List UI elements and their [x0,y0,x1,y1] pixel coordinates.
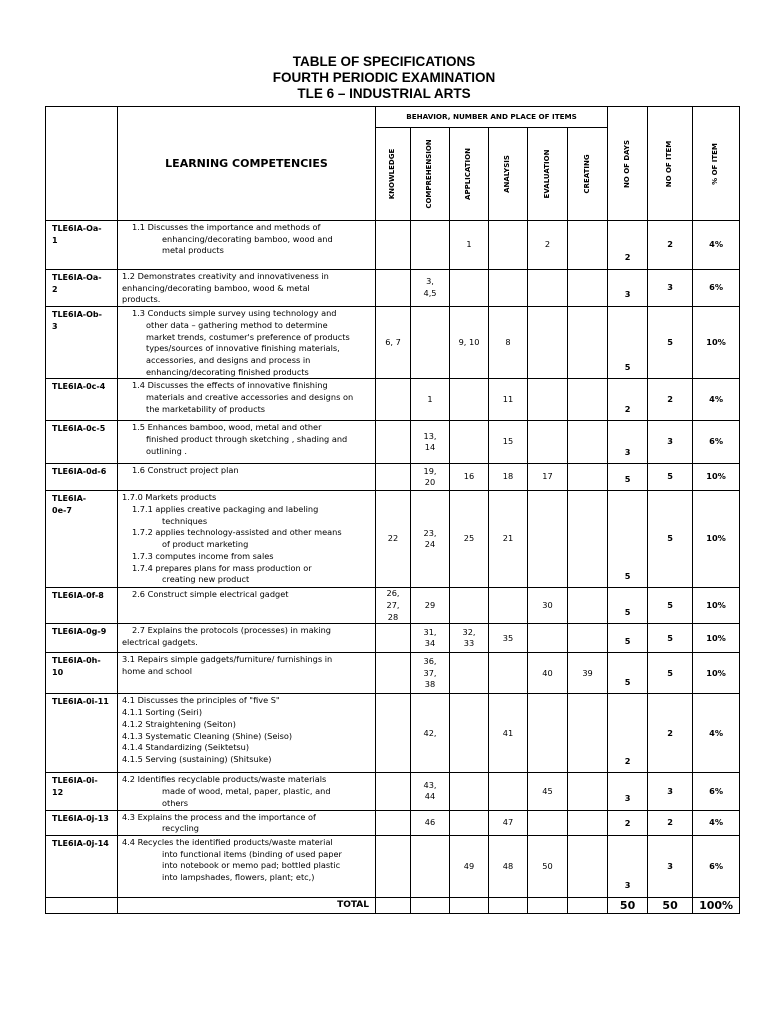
knowledge-items [376,464,411,491]
comprehension-items: 43, 44 [411,773,450,810]
competency-code-line: TLE6IA-Oa- [52,224,102,233]
competency-line: 4.1.2 Straightening (Seiton) [122,718,236,729]
competency-code [46,773,118,810]
application-items: 32, 33 [450,624,489,653]
competency-line: others [162,797,189,808]
competency-line: 1.4 Discusses the effects of innovative finishing [132,380,328,391]
knowledge-items [376,221,411,270]
competency-code-line: TLE6IA-Ob- [52,310,102,320]
competency-code-line: TLE6IA-Oa- [52,273,102,282]
table-row [46,491,740,588]
competency-line: 3.1 Repairs simple gadgets/furniture/ furnishings in [122,654,333,665]
percent-value: 6% [693,835,740,897]
competency-code-line: 0e-7 [52,506,72,516]
total-empty [528,897,568,913]
total-empty [568,897,608,913]
competency-line: 4.3 Explains the process and the importance of [122,811,316,822]
competency-line: 1.1 Discusses the importance and methods of [132,222,321,232]
creating-items [568,270,608,307]
header-knowledge: KNOWLEDGE [376,128,411,221]
knowledge-items [376,624,411,653]
table-body [46,221,740,898]
competency-code [46,270,118,307]
application-items: 16 [450,464,489,491]
creating-items [568,694,608,773]
knowledge-items [376,270,411,307]
competency-code [46,810,118,835]
competency-code-line: TLE6IA-0g-9 [52,627,107,637]
competency-code [46,379,118,421]
evaluation-items: 45 [528,773,568,810]
days-value: 5 [608,588,648,624]
creating-items [568,491,608,588]
competency-code-line: 12 [52,788,64,798]
total-days: 50 [608,897,648,913]
application-items: 9, 10 [450,307,489,379]
table-row [46,307,740,379]
competency-line: accessories, and designs and process in [146,354,311,365]
knowledge-items [376,810,411,835]
creating-items: 39 [568,653,608,694]
percent-value: 6% [693,270,740,307]
percent-value: 10% [693,491,740,588]
days-value: 2 [608,221,648,270]
items-value: 5 [648,588,693,624]
creating-items [568,588,608,624]
competency-code [46,307,118,379]
total-empty [489,897,528,913]
days-value: 5 [608,464,648,491]
table-row [46,270,740,307]
header-comprehension: COMPREHENSION [411,128,450,221]
competency-line: outlining . [146,445,188,456]
competency-line: of product marketing [162,539,249,550]
percent-value: 10% [693,653,740,694]
table-row [46,588,740,624]
percent-value: 4% [693,694,740,773]
analysis-items [489,588,528,624]
competency-code [46,624,118,653]
competency-line: the marketability of products [146,403,266,414]
competency-line: enhancing/decorating bamboo, wood and [162,233,333,244]
percent-value: 10% [693,464,740,491]
competency-line: 4.1 Discusses the principles of "five S" [122,695,280,706]
competency-line: 1.7.0 Markets products [122,492,217,503]
table-row [46,379,740,421]
competency-description [118,835,376,897]
application-items: 49 [450,835,489,897]
percent-value: 4% [693,810,740,835]
header-evaluation: EVALUATION [528,128,568,221]
competency-line: 1.3 Conducts simple survey using technology and [132,308,337,319]
competency-description [118,773,376,810]
header-percent: % OF ITEM [693,107,740,221]
competency-line: 4.4 Recycles the identified products/waste material [122,836,333,847]
items-value: 2 [648,221,693,270]
comprehension-items: 19, 20 [411,464,450,491]
items-value: 5 [648,653,693,694]
comprehension-items: 1 [411,379,450,421]
competency-line: other data – gathering method to determine [146,319,328,330]
days-value: 3 [608,270,648,307]
items-value: 2 [648,810,693,835]
creating-items [568,810,608,835]
competency-line: 1.6 Construct project plan [132,465,239,476]
application-items [450,270,489,307]
competency-line: electrical gadgets. [122,637,198,648]
competency-line: 4.1.4 Standardizing (Seiktetsu) [122,742,250,753]
comprehension-items: 3, 4,5 [411,270,450,307]
analysis-items: 21 [489,491,528,588]
analysis-items: 35 [489,624,528,653]
evaluation-items [528,421,568,464]
percent-value: 4% [693,379,740,421]
evaluation-items: 50 [528,835,568,897]
table-row [46,624,740,653]
competency-description [118,810,376,835]
days-value: 5 [608,653,648,694]
header-days: NO OF DAYS [608,107,648,221]
days-value: 2 [608,694,648,773]
evaluation-items: 30 [528,588,568,624]
items-value: 5 [648,624,693,653]
application-items [450,653,489,694]
creating-items [568,464,608,491]
competency-description [118,588,376,624]
competency-code-line: TLE6IA-0i- [52,776,98,786]
evaluation-items [528,694,568,773]
application-items: 25 [450,491,489,588]
competency-line: techniques [162,515,208,526]
application-items [450,810,489,835]
document-title [0,54,768,102]
creating-items [568,624,608,653]
competency-description [118,421,376,464]
competency-line: into lampshades, flowers, plant; etc,) [162,872,315,883]
competency-code-line: TLE6IA- [52,494,87,504]
competency-line: enhancing/decorating finished products [146,366,309,377]
days-value: 3 [608,421,648,464]
items-value: 5 [648,307,693,379]
percent-value: 6% [693,773,740,810]
competency-code [46,221,118,270]
evaluation-items: 17 [528,464,568,491]
header-items: NO OF ITEM [648,107,693,221]
items-value: 3 [648,773,693,810]
application-items [450,773,489,810]
competency-code-line: 2 [52,284,58,294]
days-value: 3 [608,835,648,897]
competency-line: enhancing/decorating bamboo, wood & metal [122,282,310,293]
comprehension-items [411,835,450,897]
competency-line: into notebook or memo pad; bottled plastic [162,860,341,871]
total-empty [376,897,411,913]
knowledge-items: 6, 7 [376,307,411,379]
table-row [46,221,740,270]
knowledge-items [376,773,411,810]
evaluation-items [528,270,568,307]
total-label: TOTAL [118,897,376,913]
competency-code [46,464,118,491]
competency-line: 2.7 Explains the protocols (processes) in making [132,625,331,636]
table-row [46,464,740,491]
competency-line: finished product through sketching , shading and [146,434,348,445]
competency-description [118,270,376,307]
competency-line: market trends, costumer's preference of products [146,331,350,342]
competency-line: 4.1.1 Sorting (Seiri) [122,707,203,718]
competency-line: types/sources of innovative finishing materials, [146,343,340,354]
creating-items [568,221,608,270]
competency-code [46,421,118,464]
header-creating: CREATING [568,128,608,221]
competency-code-line: TLE6IA-0f-8 [52,591,104,601]
competency-code-line: TLE6IA-0d-6 [52,467,107,477]
specifications-table [45,106,740,914]
application-items [450,588,489,624]
competency-code-line: TLE6IA-0j-14 [52,838,109,848]
application-items [450,379,489,421]
days-value: 2 [608,379,648,421]
total-empty [411,897,450,913]
analysis-items: 41 [489,694,528,773]
competency-line: into functional items (binding of used paper [162,848,342,859]
items-value: 2 [648,379,693,421]
comprehension-items: 23, 24 [411,491,450,588]
items-value: 2 [648,694,693,773]
items-value: 5 [648,464,693,491]
creating-items [568,379,608,421]
comprehension-items: 31, 34 [411,624,450,653]
percent-value: 6% [693,421,740,464]
competency-code [46,653,118,694]
days-value: 2 [608,810,648,835]
analysis-items: 47 [489,810,528,835]
evaluation-items [528,810,568,835]
competency-description [118,491,376,588]
items-value: 3 [648,835,693,897]
total-empty [450,897,489,913]
percent-value: 10% [693,624,740,653]
percent-value: 4% [693,221,740,270]
competency-code [46,694,118,773]
items-value: 3 [648,270,693,307]
competency-code [46,491,118,588]
analysis-items: 15 [489,421,528,464]
knowledge-items [376,694,411,773]
competency-code-line: TLE6IA-0h- [52,656,101,666]
title-line-3: TLE 6 – INDUSTRIAL ARTS [297,86,471,101]
table-row [46,835,740,897]
competency-code-line: 3 [52,321,58,331]
total-items: 50 [648,897,693,913]
title-line-2: FOURTH PERIODIC EXAMINATION [272,70,496,85]
days-value: 5 [608,624,648,653]
competency-line: 1.7.1 applies creative packaging and labeling [132,504,319,515]
application-items: 1 [450,221,489,270]
competency-line: 4.1.5 Serving (sustaining) (Shitsuke) [122,753,272,764]
competency-line: 1.5 Enhances bamboo, wood, metal and other [132,422,322,433]
competency-line: 1.7.2 applies technology-assisted and other means [132,527,342,538]
table-row [46,773,740,810]
header-learning-competencies: LEARNING COMPETENCIES [118,107,376,221]
items-value: 5 [648,491,693,588]
comprehension-items: 46 [411,810,450,835]
competency-description [118,624,376,653]
total-percent: 100% [693,897,740,913]
analysis-items [489,773,528,810]
competency-description [118,379,376,421]
competency-line: home and school [122,666,193,677]
total-blank [46,897,118,913]
analysis-items [489,221,528,270]
days-value: 5 [608,307,648,379]
knowledge-items [376,379,411,421]
comprehension-items: 36, 37, 38 [411,653,450,694]
competency-line: 4.2 Identifies recyclable products/waste materials [122,774,327,785]
competency-description [118,694,376,773]
competency-line: products. [122,294,161,305]
knowledge-items: 26, 27, 28 [376,588,411,624]
creating-items [568,773,608,810]
analysis-items: 11 [489,379,528,421]
title-line-1: TABLE OF SPECIFICATIONS [292,54,476,69]
competency-code-line: 10 [52,668,64,678]
competency-line: 1.7.3 computes income from sales [132,550,274,561]
header-blank [46,107,118,221]
evaluation-items [528,379,568,421]
comprehension-items: 29 [411,588,450,624]
evaluation-items [528,624,568,653]
knowledge-items [376,653,411,694]
analysis-items: 8 [489,307,528,379]
competency-line: made of wood, metal, paper, plastic, and [162,786,331,797]
competency-code-line: TLE6IA-0c-4 [52,382,106,392]
header-analysis: ANALYSIS [489,128,528,221]
creating-items [568,307,608,379]
days-value: 5 [608,491,648,588]
competency-description [118,307,376,379]
evaluation-items: 40 [528,653,568,694]
table-row [46,421,740,464]
percent-value: 10% [693,307,740,379]
competency-line: 4.1.3 Systematic Cleaning (Shine) (Seiso) [122,730,293,741]
competency-line: 1.2 Demonstrates creativity and innovativeness in [122,271,329,281]
competency-code-line: 1 [52,235,58,245]
analysis-items: 18 [489,464,528,491]
competency-line: metal products [162,245,224,256]
application-items [450,421,489,464]
application-items [450,694,489,773]
header-application: APPLICATION [450,128,489,221]
table-row [46,810,740,835]
analysis-items [489,270,528,307]
table-row [46,653,740,694]
competency-line: creating new product [162,574,250,585]
competency-line: 2.6 Construct simple electrical gadget [132,589,289,600]
competency-code-line: TLE6IA-0c-5 [52,424,106,434]
evaluation-items: 2 [528,221,568,270]
percent-value: 10% [693,588,740,624]
competency-code [46,588,118,624]
comprehension-items [411,221,450,270]
creating-items [568,421,608,464]
competency-description [118,221,376,270]
competency-code-line: TLE6IA-0j-13 [52,813,109,823]
comprehension-items: 42, [411,694,450,773]
competency-code [46,835,118,897]
table-row [46,694,740,773]
analysis-items: 48 [489,835,528,897]
items-value: 3 [648,421,693,464]
comprehension-items [411,307,450,379]
knowledge-items [376,835,411,897]
creating-items [568,835,608,897]
competency-description [118,464,376,491]
evaluation-items [528,307,568,379]
analysis-items [489,653,528,694]
competency-line: recycling [162,823,200,834]
evaluation-items [528,491,568,588]
comprehension-items: 13, 14 [411,421,450,464]
competency-line: 1.7.4 prepares plans for mass production or [132,562,312,573]
knowledge-items: 22 [376,491,411,588]
competency-line: materials and creative accessories and designs on [146,392,354,403]
knowledge-items [376,421,411,464]
days-value: 3 [608,773,648,810]
competency-description [118,653,376,694]
competency-code-line: TLE6IA-0i-11 [52,697,109,707]
header-behavior: BEHAVIOR, NUMBER AND PLACE OF ITEMS [376,107,608,128]
